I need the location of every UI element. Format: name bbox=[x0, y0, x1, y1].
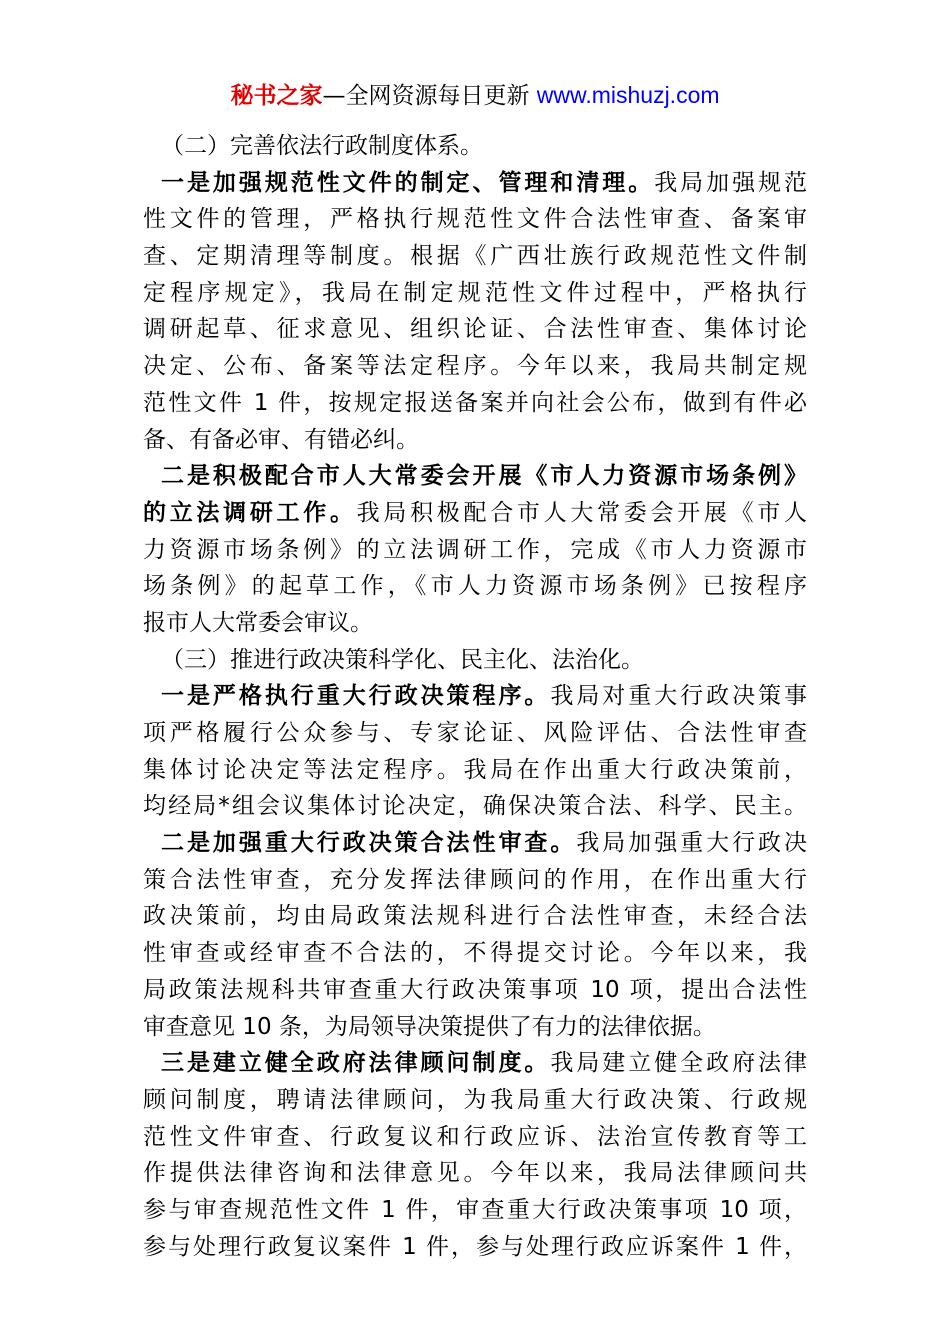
text-line bbox=[143, 605, 807, 642]
text-line bbox=[143, 1229, 807, 1266]
bold-lead-text: 一是严格执行重大行政决策程序。 bbox=[161, 683, 551, 710]
body-text: （二）完善依法行政制度体系。 bbox=[161, 133, 483, 159]
bold-lead-text: 一是加强规范性文件的制定、管理和清理。 bbox=[161, 169, 655, 196]
bold-lead-text: 的立法调研工作。 bbox=[143, 499, 357, 526]
body-text: 审查意见 10 条，为局领导决策提供了有力的法律依据。 bbox=[143, 1013, 716, 1040]
body-text: 项严格履行公众参与、专家论证、风险评估、合法性审查 bbox=[143, 720, 807, 746]
text-line bbox=[143, 1045, 807, 1082]
body-text: 我局加强规范 bbox=[654, 169, 808, 196]
body-text: （三）推进行政决策科学化、民主化、法治化。 bbox=[161, 646, 644, 673]
text-line bbox=[143, 1192, 807, 1229]
text-line bbox=[143, 1155, 807, 1192]
body-text: 范性文件 1 件，按规定报送备案并向社会公布，做到有件必 bbox=[143, 389, 807, 416]
body-text: 性文件的管理，严格执行规范性文件合法性审查、备案审 bbox=[143, 206, 807, 233]
text-line bbox=[143, 972, 807, 1009]
body-text: 我局建立健全政府法律 bbox=[550, 1050, 808, 1077]
body-text: 我局加强重大行政决 bbox=[576, 830, 808, 857]
text-line bbox=[143, 898, 807, 935]
body-text: 查、定期清理等制度。根据《广西壮族行政规范性文件制 bbox=[143, 243, 807, 270]
text-line bbox=[143, 1119, 807, 1156]
body-text: 均经局*组会议集体讨论决定，确保决策合法、科学、民主。 bbox=[143, 793, 807, 820]
site-url-link[interactable]: www.mishuzj.com bbox=[536, 82, 720, 108]
body-text: 调研起草、征求意见、组织论证、合法性审查、集体讨论 bbox=[143, 316, 807, 343]
text-line bbox=[143, 238, 807, 275]
text-line bbox=[143, 715, 807, 752]
body-text: 范性文件审查、行政复议和行政应诉、法治宣传教育等工 bbox=[143, 1123, 807, 1150]
body-text: 决定、公布、备案等法定程序。今年以来，我局共制定规 bbox=[143, 353, 807, 380]
document-body bbox=[143, 128, 807, 1265]
body-text: 我局对重大行政决策事 bbox=[550, 683, 808, 710]
text-line bbox=[143, 642, 807, 679]
body-text: 报市人大常委会审议。 bbox=[143, 609, 373, 636]
text-line bbox=[143, 752, 807, 789]
text-line bbox=[143, 458, 807, 495]
body-text: 顾问制度，聘请法律顾问，为我局重大行政决策、行政规 bbox=[143, 1086, 807, 1113]
body-text: 作提供法律咨询和法律意见。今年以来，我局法律顾问共 bbox=[143, 1160, 807, 1187]
body-text: 局政策法规科共审查重大行政决策事项 10 项，提出合法性 bbox=[143, 976, 807, 1003]
bold-lead-text: 二是加强重大行政决策合法性审查。 bbox=[161, 830, 577, 857]
text-line bbox=[143, 311, 807, 348]
site-header bbox=[0, 78, 950, 113]
body-text: 政决策前，均由局政策法规科进行合法性审查，未经合法 bbox=[143, 903, 807, 930]
text-line bbox=[143, 348, 807, 385]
site-brand: 秘书之家 bbox=[230, 83, 323, 109]
text-line bbox=[143, 532, 807, 569]
text-line bbox=[143, 568, 807, 605]
text-line bbox=[143, 788, 807, 825]
body-text: 策合法性审查，充分发挥法律顾问的作用，在作出重大行 bbox=[143, 866, 807, 893]
site-tagline: —全网资源每日更新 bbox=[322, 83, 537, 109]
text-line bbox=[143, 422, 807, 459]
body-text: 备、有备必审、有错必纠。 bbox=[143, 426, 419, 453]
text-line bbox=[143, 862, 807, 899]
text-line bbox=[143, 1082, 807, 1119]
body-text: 参与审查规范性文件 1 件，审查重大行政决策事项 10 项， bbox=[143, 1196, 807, 1223]
bold-lead-text: 三是建立健全政府法律顾问制度。 bbox=[161, 1050, 551, 1077]
body-text: 场条例》的起草工作，《市人力资源市场条例》已按程序 bbox=[143, 573, 807, 600]
text-line bbox=[143, 165, 807, 202]
text-line bbox=[143, 385, 807, 422]
body-text: 性审查或经审查不合法的，不得提交讨论。今年以来，我 bbox=[143, 940, 807, 967]
body-text: 力资源市场条例》的立法调研工作，完成《市人力资源市 bbox=[143, 536, 807, 563]
body-text: 定程序规定》，我局在制定规范性文件过程中，严格执行 bbox=[143, 279, 807, 306]
body-text: 参与处理行政复议案件 1 件，参与处理行政应诉案件 1 件， bbox=[143, 1233, 807, 1260]
body-text: 我局积极配合市人大常委会开展《市人 bbox=[356, 499, 808, 526]
text-line bbox=[143, 825, 807, 862]
text-line bbox=[143, 128, 807, 165]
text-line bbox=[143, 935, 807, 972]
body-text: 集体讨论决定等法定程序。我局在作出重大行政决策前， bbox=[143, 756, 807, 783]
bold-lead-text: 二是积极配合市人大常委会开展《市人力资源市场条例》 bbox=[161, 463, 807, 490]
text-line bbox=[143, 678, 807, 715]
text-line bbox=[143, 201, 807, 238]
text-line bbox=[143, 1009, 807, 1046]
text-line bbox=[143, 275, 807, 312]
text-line bbox=[143, 495, 807, 532]
